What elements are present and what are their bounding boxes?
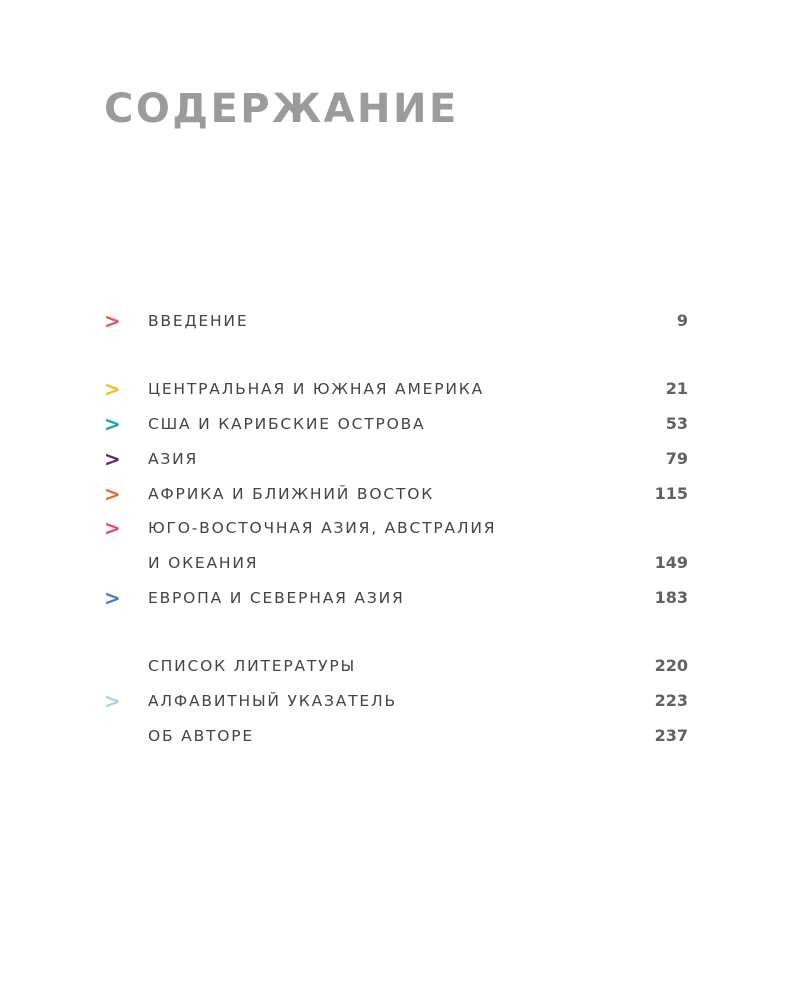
chevron-right-icon: > [104,586,121,610]
toc-entry-page: 223 [654,691,688,710]
chevron-right-icon: > [104,377,121,401]
toc-entry-introduction[interactable] [104,304,688,338]
toc-entry-central-south-america[interactable] [104,372,688,406]
toc-entry-title: АЗИЯ [148,450,199,468]
toc-entry-title: ОБ АВТОРЕ [148,727,255,745]
toc-entry-page: 115 [654,484,688,503]
toc-entry-title: ЮГО-ВОСТОЧНАЯ АЗИЯ, АВСТРАЛИЯ [148,519,497,537]
chevron-right-icon: > [104,482,121,506]
toc-entry-title: СПИСОК ЛИТЕРАТУРЫ [148,657,357,675]
toc-entry-asia[interactable] [104,442,688,476]
toc-entry-title: ВВЕДЕНИЕ [148,312,249,330]
toc-entry-usa-caribbean[interactable] [104,407,688,441]
toc-entry-title: И ОКЕАНИЯ [148,554,259,572]
toc-entry-southeast-asia-australia[interactable] [104,511,688,545]
chevron-right-icon: > [104,447,121,471]
toc-entry-title: АЛФАВИТНЫЙ УКАЗАТЕЛЬ [148,692,397,710]
page-title: СОДЕРЖАНИЕ [104,86,459,132]
chevron-right-icon: > [104,412,121,436]
chevron-right-icon: > [104,309,121,333]
toc-entry-title: ЕВРОПА И СЕВЕРНАЯ АЗИЯ [148,589,405,607]
toc-entry-page: 220 [654,656,688,675]
toc-entry-about-author[interactable] [104,719,688,753]
toc-entry-page: 237 [654,726,688,745]
toc-entry-title: ЦЕНТРАЛЬНАЯ И ЮЖНАЯ АМЕРИКА [148,380,484,398]
toc-entry-page: 9 [676,311,688,330]
chevron-right-icon: > [104,516,121,540]
toc-entry-page: 149 [654,553,688,572]
toc-entry-title: АФРИКА И БЛИЖНИЙ ВОСТОК [148,485,435,503]
toc-entry-southeast-asia-australia-continued[interactable] [104,546,688,580]
toc-entry-europe-north-asia[interactable] [104,581,688,615]
toc-entry-page: 183 [654,588,688,607]
toc-entry-page: 53 [665,414,688,433]
toc-entry-title: США И КАРИБСКИЕ ОСТРОВА [148,415,426,433]
toc-entry-index[interactable] [104,684,688,718]
toc-entry-africa-middle-east[interactable] [104,477,688,511]
chevron-right-icon: > [104,689,121,713]
toc-entry-page: 21 [665,379,688,398]
toc-entry-page: 79 [665,449,688,468]
toc-entry-bibliography[interactable] [104,649,688,683]
